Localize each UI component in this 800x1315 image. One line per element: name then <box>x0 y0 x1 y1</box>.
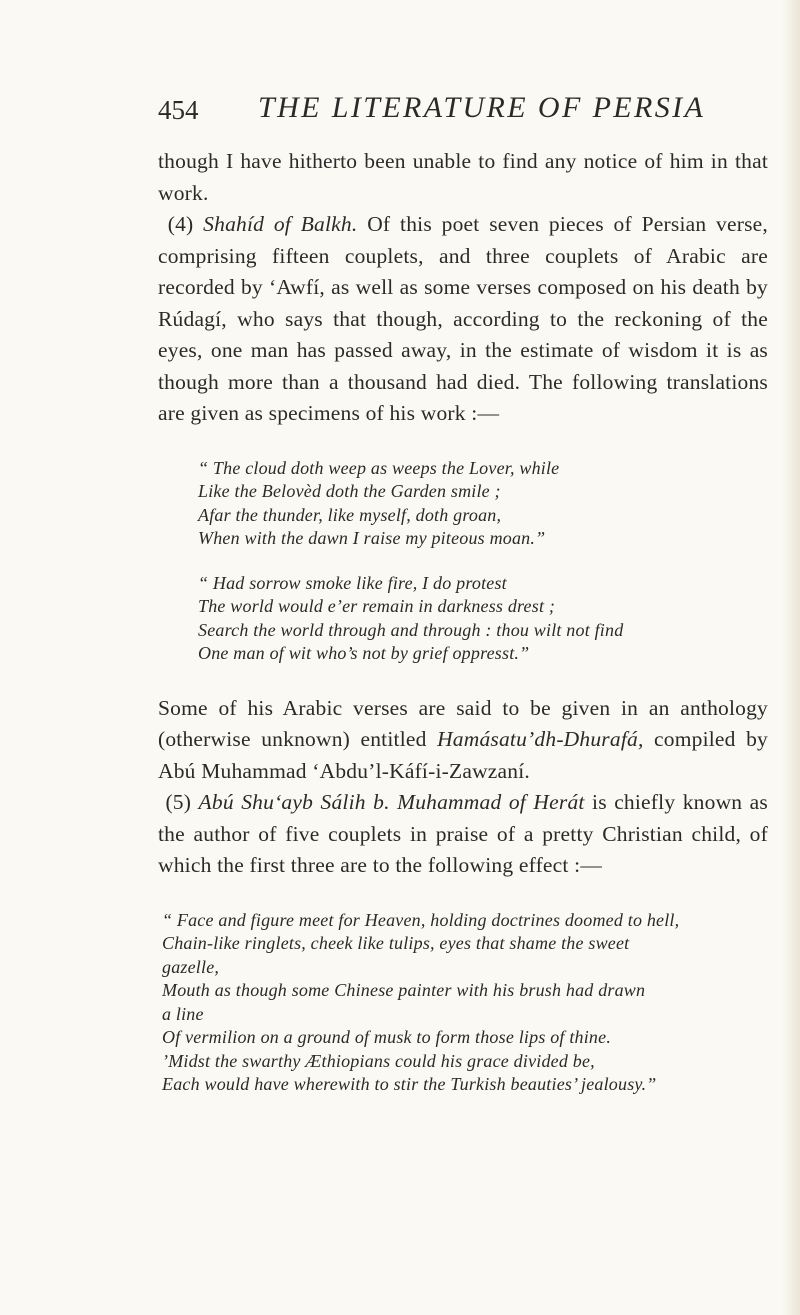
verse-line: “ Had sorrow smoke like fire, I do protest <box>198 572 507 593</box>
verse-line: gazelle, <box>162 956 220 977</box>
page-number: 454 <box>158 95 199 125</box>
paragraph-shahid <box>158 209 768 430</box>
poet-name: Shahíd of Balkh. <box>203 212 358 236</box>
paragraph-anthology <box>158 693 768 788</box>
paragraph-abu-shuayb <box>158 787 768 882</box>
verse-line: ’Midst the swarthy Æthiopians could his grace divided be, <box>162 1050 595 1071</box>
section-number: (5) <box>165 790 192 814</box>
paragraph-text: compiled by Abú Muhammad ‘Abdu’l-Káfí-i-Zawzaní. <box>158 727 768 783</box>
verse-line: Mouth as though some Chinese painter with his brush had drawn <box>162 980 646 1000</box>
verse-block-1 <box>158 457 768 551</box>
verse-line: a line <box>162 1003 204 1024</box>
verse-line: One man of wit who’s not by grief oppresst.” <box>198 643 530 663</box>
poet-name: Abú Shu‘ayb Sálih b. Muhammad of Herát <box>198 790 585 814</box>
verse-line: Of vermilion on a ground of musk to form those lips of thine. <box>162 1027 612 1047</box>
verse-line: Each would have wherewith to stir the Turkish beauties’ jealousy.” <box>162 1074 657 1094</box>
verse-line: “ The cloud doth weep as weeps the Lover, while <box>198 457 560 478</box>
section-number: (4) <box>167 212 194 236</box>
verse-line: Afar the thunder, like myself, doth groan, <box>198 504 502 525</box>
anthology-title: Hamásatu’dh-Dhurafá, <box>437 727 644 751</box>
verse-line: Like the Belovèd doth the Garden smile ; <box>198 481 501 501</box>
paragraph-text: Of this poet seven pieces of Persian verse, comprising fifteen couplets, and three couplets of Arabic are recorded by ‘Awfí, as well as some verses composed on his death by Rúdagí, who says that though, according to the reckoning of the eyes, one man has passed away, in the estimate of wisdom it is as though more than a thousand had died. The following translations are given as specimens of his work :— <box>158 212 768 425</box>
paragraph-text: Some of his Arabic verses are said to be given in an anthology (otherwise unknown) entitled <box>158 695 768 751</box>
verse-block-2 <box>158 572 768 666</box>
verse-line: Search the world through and through : thou wilt not find <box>198 619 624 640</box>
verse-line: Chain-like ringlets, cheek like tulips, eyes that shame the sweet <box>162 933 630 953</box>
verse-line: When with the dawn I raise my piteous moan.” <box>198 528 546 548</box>
verse-line: The world would e’er remain in darkness drest ; <box>198 596 556 616</box>
verse-line: “ Face and figure meet for Heaven, holding doctrines doomed to hell, <box>162 909 680 930</box>
verse-block-3 <box>158 909 768 1097</box>
paragraph-text: is chiefly known as the author of five couplets in praise of a pretty Christian child, of which the first three are to the following effect :— <box>158 790 768 877</box>
running-title: THE LITERATURE OF PERSIA <box>258 91 706 124</box>
page-edge-shadow <box>782 0 800 1315</box>
paragraph-continuation: though I have hitherto been unable to find any notice of him in that work. <box>158 149 768 205</box>
page-body <box>158 146 768 1097</box>
